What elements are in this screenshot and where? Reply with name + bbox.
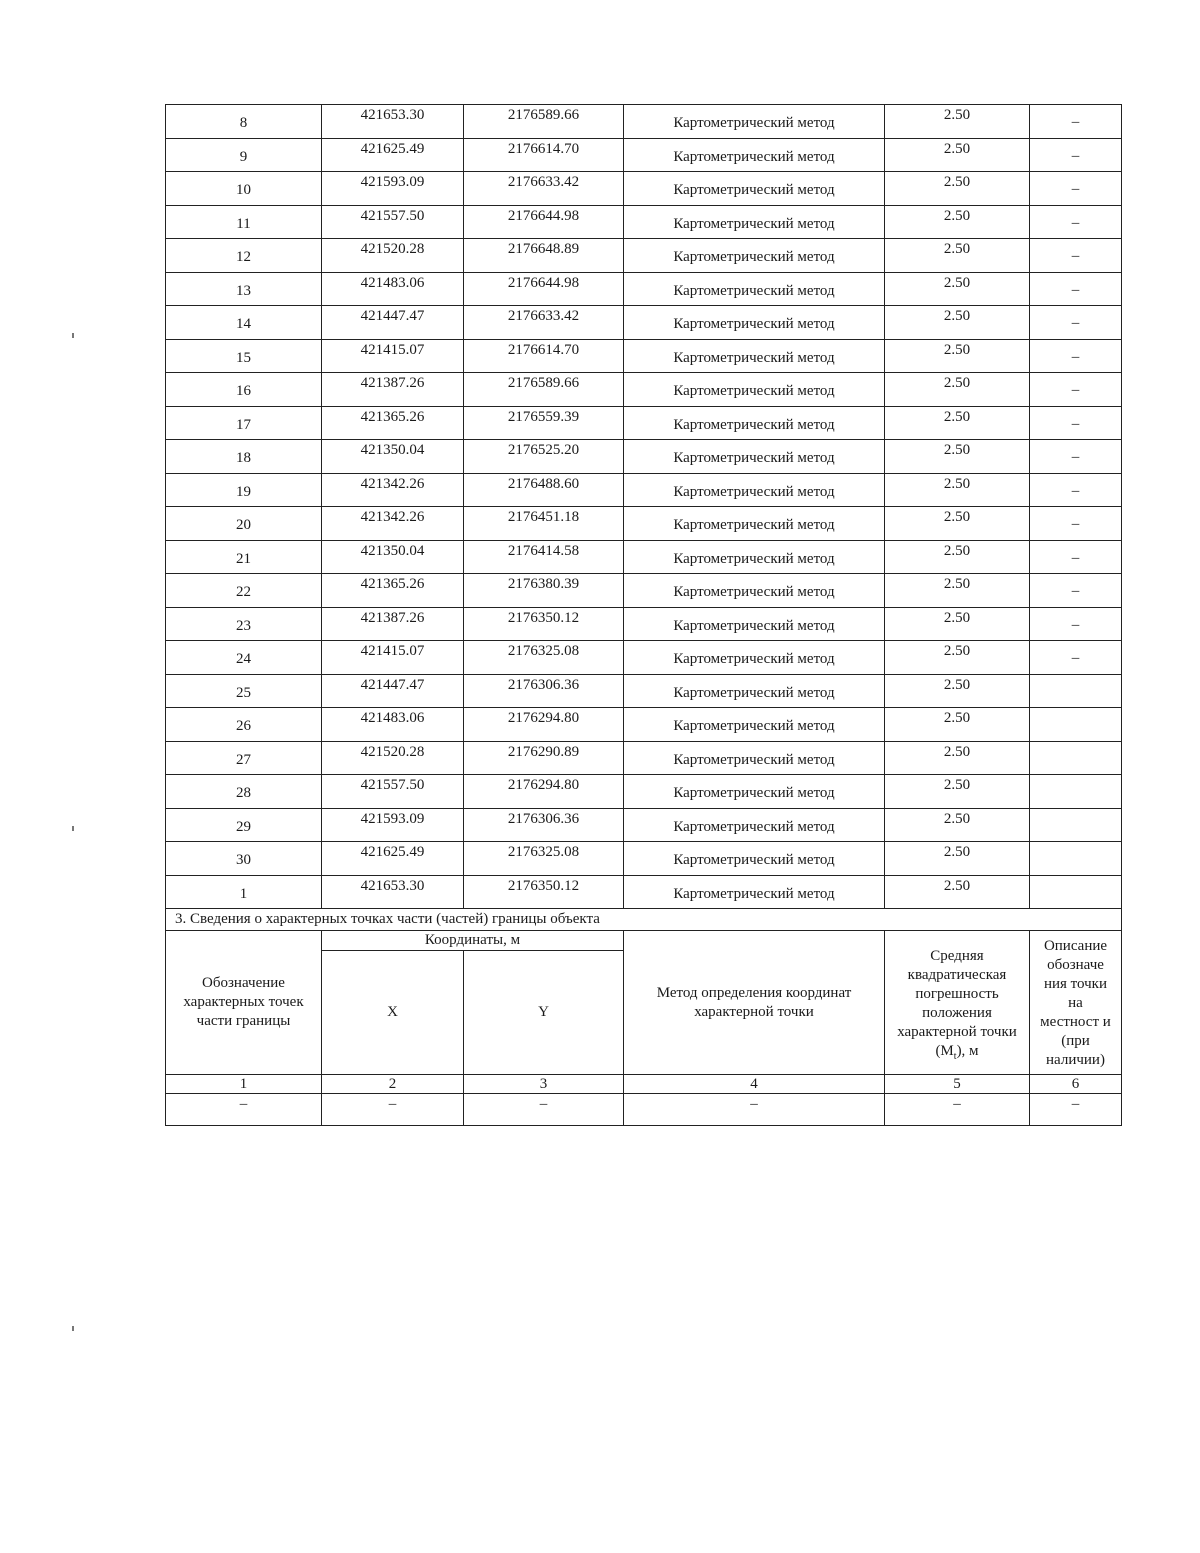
- column-number-2: 2: [322, 1075, 464, 1094]
- table-row: [166, 741, 1122, 775]
- coord-y: 2176589.66: [464, 373, 624, 407]
- empty-cell-4: –: [624, 1094, 885, 1126]
- header-description: Описание обозначе ния точки на местност и (при наличии): [1030, 931, 1122, 1075]
- description-cell: –: [1030, 138, 1122, 172]
- coord-x: 421653.30: [322, 875, 464, 909]
- method-cell: Картометрический метод: [624, 775, 885, 809]
- description-cell: –: [1030, 239, 1122, 273]
- empty-cell-1: –: [166, 1094, 322, 1126]
- table-row: [166, 842, 1122, 876]
- table-row: [166, 339, 1122, 373]
- point-number: 25: [166, 674, 322, 708]
- coord-x: 421520.28: [322, 239, 464, 273]
- accuracy-cell: 2.50: [885, 808, 1030, 842]
- table-row: [166, 674, 1122, 708]
- header-accuracy-sub: t: [953, 1050, 957, 1062]
- accuracy-cell: 2.50: [885, 641, 1030, 675]
- table-row: [166, 172, 1122, 206]
- description-cell: [1030, 708, 1122, 742]
- point-number: 9: [166, 138, 322, 172]
- point-number: 13: [166, 272, 322, 306]
- point-number: 27: [166, 741, 322, 775]
- accuracy-cell: 2.50: [885, 574, 1030, 608]
- description-cell: –: [1030, 406, 1122, 440]
- point-number: 1: [166, 875, 322, 909]
- description-cell: –: [1030, 373, 1122, 407]
- coord-y: 2176294.80: [464, 775, 624, 809]
- accuracy-cell: 2.50: [885, 708, 1030, 742]
- method-cell: Картометрический метод: [624, 406, 885, 440]
- point-number: 16: [166, 373, 322, 407]
- table-row: [166, 440, 1122, 474]
- table-row: [166, 875, 1122, 909]
- empty-cell-3: –: [464, 1094, 624, 1126]
- method-cell: Картометрический метод: [624, 507, 885, 541]
- accuracy-cell: 2.50: [885, 607, 1030, 641]
- method-cell: Картометрический метод: [624, 138, 885, 172]
- coordinates-sheet: [165, 104, 1121, 1126]
- description-cell: –: [1030, 641, 1122, 675]
- point-number: 28: [166, 775, 322, 809]
- method-cell: Картометрический метод: [624, 641, 885, 675]
- description-cell: –: [1030, 473, 1122, 507]
- description-cell: –: [1030, 306, 1122, 340]
- table-row: [166, 138, 1122, 172]
- description-cell: –: [1030, 440, 1122, 474]
- table-row: [166, 406, 1122, 440]
- method-cell: Картометрический метод: [624, 708, 885, 742]
- point-number: 12: [166, 239, 322, 273]
- method-cell: Картометрический метод: [624, 842, 885, 876]
- accuracy-cell: 2.50: [885, 775, 1030, 809]
- header-accuracy: [885, 931, 1030, 1075]
- accuracy-cell: 2.50: [885, 272, 1030, 306]
- coord-y: 2176325.08: [464, 641, 624, 675]
- coordinates-table: [165, 104, 1122, 1126]
- method-cell: Картометрический метод: [624, 741, 885, 775]
- coord-x: 421483.06: [322, 272, 464, 306]
- table-row: [166, 373, 1122, 407]
- coord-y: 2176559.39: [464, 406, 624, 440]
- coord-y: 2176290.89: [464, 741, 624, 775]
- coord-y: 2176325.08: [464, 842, 624, 876]
- accuracy-cell: 2.50: [885, 473, 1030, 507]
- coord-y: 2176644.98: [464, 205, 624, 239]
- accuracy-cell: 2.50: [885, 105, 1030, 139]
- coord-y: 2176414.58: [464, 540, 624, 574]
- coord-x: 421520.28: [322, 741, 464, 775]
- coord-y: 2176633.42: [464, 306, 624, 340]
- coord-y: 2176451.18: [464, 507, 624, 541]
- accuracy-cell: 2.50: [885, 406, 1030, 440]
- accuracy-cell: 2.50: [885, 741, 1030, 775]
- column-number-5: 5: [885, 1075, 1030, 1094]
- coord-y: 2176589.66: [464, 105, 624, 139]
- coord-x: 421483.06: [322, 708, 464, 742]
- coord-x: 421447.47: [322, 306, 464, 340]
- point-number: 15: [166, 339, 322, 373]
- coord-x: 421415.07: [322, 641, 464, 675]
- description-cell: –: [1030, 272, 1122, 306]
- empty-cell-6: –: [1030, 1094, 1122, 1126]
- table-row: [166, 607, 1122, 641]
- coord-x: 421557.50: [322, 775, 464, 809]
- coord-x: 421365.26: [322, 574, 464, 608]
- coord-y: 2176614.70: [464, 138, 624, 172]
- scan-mark-3: [72, 1326, 74, 1331]
- header-accuracy-suffix: ), м: [956, 1042, 979, 1059]
- description-cell: –: [1030, 172, 1122, 206]
- scan-mark-2: [72, 826, 74, 831]
- accuracy-cell: 2.50: [885, 540, 1030, 574]
- table-row: [166, 105, 1122, 139]
- column-number-3: 3: [464, 1075, 624, 1094]
- coord-x: 421625.49: [322, 138, 464, 172]
- point-number: 17: [166, 406, 322, 440]
- point-number: 30: [166, 842, 322, 876]
- accuracy-cell: 2.50: [885, 339, 1030, 373]
- point-number: 10: [166, 172, 322, 206]
- empty-cell-5: –: [885, 1094, 1030, 1126]
- point-number: 21: [166, 540, 322, 574]
- coord-y: 2176633.42: [464, 172, 624, 206]
- table-row: [166, 808, 1122, 842]
- description-cell: [1030, 741, 1122, 775]
- method-cell: Картометрический метод: [624, 574, 885, 608]
- accuracy-cell: 2.50: [885, 507, 1030, 541]
- coord-y: 2176306.36: [464, 808, 624, 842]
- method-cell: Картометрический метод: [624, 339, 885, 373]
- header-accuracy-text: Средняя квадратическая погрешность положения характерной точки (M: [897, 947, 1017, 1059]
- method-cell: Картометрический метод: [624, 306, 885, 340]
- table-row: [166, 272, 1122, 306]
- header-y: Y: [464, 951, 624, 1075]
- coord-x: 421557.50: [322, 205, 464, 239]
- method-cell: Картометрический метод: [624, 808, 885, 842]
- table-row: [166, 507, 1122, 541]
- table-row: [166, 641, 1122, 675]
- table-row: [166, 775, 1122, 809]
- header-designation: Обозначение характерных точек части границы: [166, 931, 322, 1075]
- table-row: [166, 239, 1122, 273]
- table-row: [166, 205, 1122, 239]
- description-cell: –: [1030, 507, 1122, 541]
- coord-x: 421653.30: [322, 105, 464, 139]
- coord-x: 421625.49: [322, 842, 464, 876]
- column-number-4: 4: [624, 1075, 885, 1094]
- coord-y: 2176488.60: [464, 473, 624, 507]
- point-number: 22: [166, 574, 322, 608]
- coord-y: 2176525.20: [464, 440, 624, 474]
- description-cell: [1030, 842, 1122, 876]
- method-cell: Картометрический метод: [624, 540, 885, 574]
- accuracy-cell: 2.50: [885, 172, 1030, 206]
- point-number: 18: [166, 440, 322, 474]
- point-number: 23: [166, 607, 322, 641]
- table-row: [166, 574, 1122, 608]
- coord-y: 2176648.89: [464, 239, 624, 273]
- coord-y: 2176294.80: [464, 708, 624, 742]
- coord-x: 421342.26: [322, 507, 464, 541]
- description-cell: –: [1030, 574, 1122, 608]
- method-cell: Картометрический метод: [624, 674, 885, 708]
- description-cell: [1030, 775, 1122, 809]
- accuracy-cell: 2.50: [885, 205, 1030, 239]
- point-number: 26: [166, 708, 322, 742]
- coord-x: 421593.09: [322, 172, 464, 206]
- coord-x: 421387.26: [322, 373, 464, 407]
- description-cell: [1030, 674, 1122, 708]
- coord-y: 2176614.70: [464, 339, 624, 373]
- method-cell: Картометрический метод: [624, 440, 885, 474]
- empty-cell-2: –: [322, 1094, 464, 1126]
- coord-y: 2176350.12: [464, 875, 624, 909]
- accuracy-cell: 2.50: [885, 440, 1030, 474]
- accuracy-cell: 2.50: [885, 842, 1030, 876]
- method-cell: Картометрический метод: [624, 607, 885, 641]
- accuracy-cell: 2.50: [885, 373, 1030, 407]
- column-number-6: 6: [1030, 1075, 1122, 1094]
- point-number: 19: [166, 473, 322, 507]
- accuracy-cell: 2.50: [885, 875, 1030, 909]
- table-row: [166, 708, 1122, 742]
- method-cell: Картометрический метод: [624, 239, 885, 273]
- coord-x: 421342.26: [322, 473, 464, 507]
- accuracy-cell: 2.50: [885, 674, 1030, 708]
- point-number: 8: [166, 105, 322, 139]
- method-cell: Картометрический метод: [624, 172, 885, 206]
- points-rows: [166, 105, 1122, 909]
- scan-mark-1: [72, 333, 74, 338]
- coord-x: 421365.26: [322, 406, 464, 440]
- point-number: 14: [166, 306, 322, 340]
- coord-y: 2176380.39: [464, 574, 624, 608]
- method-cell: Картометрический метод: [624, 205, 885, 239]
- column-number-1: 1: [166, 1075, 322, 1094]
- method-cell: Картометрический метод: [624, 875, 885, 909]
- accuracy-cell: 2.50: [885, 239, 1030, 273]
- method-cell: Картометрический метод: [624, 272, 885, 306]
- point-number: 11: [166, 205, 322, 239]
- method-cell: Картометрический метод: [624, 373, 885, 407]
- description-cell: –: [1030, 105, 1122, 139]
- header-x: X: [322, 951, 464, 1075]
- coord-y: 2176350.12: [464, 607, 624, 641]
- description-cell: –: [1030, 540, 1122, 574]
- table-row: [166, 473, 1122, 507]
- point-number: 29: [166, 808, 322, 842]
- header-coords: Координаты, м: [322, 931, 624, 951]
- description-cell: –: [1030, 205, 1122, 239]
- accuracy-cell: 2.50: [885, 138, 1030, 172]
- coord-x: 421387.26: [322, 607, 464, 641]
- accuracy-cell: 2.50: [885, 306, 1030, 340]
- coord-x: 421593.09: [322, 808, 464, 842]
- coord-x: 421350.04: [322, 540, 464, 574]
- description-cell: [1030, 808, 1122, 842]
- point-number: 24: [166, 641, 322, 675]
- table-row: [166, 306, 1122, 340]
- method-cell: Картометрический метод: [624, 105, 885, 139]
- section3-title: 3. Сведения о характерных точках части (частей) границы объекта: [166, 909, 1122, 931]
- coord-y: 2176644.98: [464, 272, 624, 306]
- description-cell: –: [1030, 339, 1122, 373]
- method-cell: Картометрический метод: [624, 473, 885, 507]
- description-cell: –: [1030, 607, 1122, 641]
- description-cell: [1030, 875, 1122, 909]
- coord-x: 421447.47: [322, 674, 464, 708]
- table-row: [166, 540, 1122, 574]
- header-method: Метод определения координат характерной точки: [624, 931, 885, 1075]
- coord-x: 421415.07: [322, 339, 464, 373]
- coord-x: 421350.04: [322, 440, 464, 474]
- point-number: 20: [166, 507, 322, 541]
- coord-y: 2176306.36: [464, 674, 624, 708]
